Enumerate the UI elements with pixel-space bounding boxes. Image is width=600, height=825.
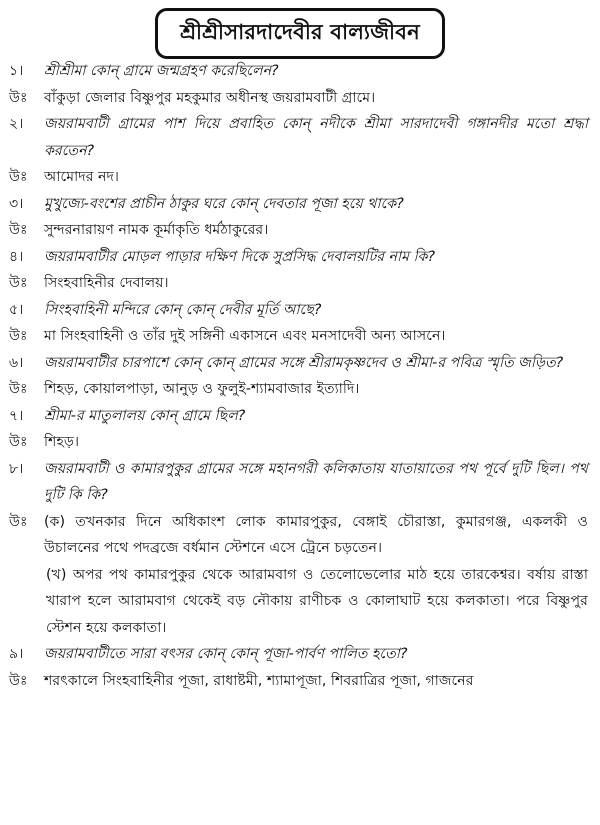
question-number: ৮। [9,460,24,477]
answer-label: উঃ [9,434,28,450]
answer-text: সিংহবাহিনীর দেবালয়। [44,275,169,291]
answer-row [0,668,600,695]
answer-text: শিহড়, কোয়ালপাড়া, আনুড় ও ফুলুই-শ্যামবাজার ইত্যাদি। [44,381,360,397]
answer-text: বাঁকুড়া জেলার বিষ্ণুপুর মহকুমার অধীনস্থ জয়রামবাটী গ্রামে। [44,89,376,106]
answer-text: শিহড়। [44,434,80,450]
question-row [0,297,600,324]
answer-text: শরৎকালে সিংহবাহিনীর পূজা, রাধাষ্টমী, শ্যামাপূজা, শিবরাত্রির পূজা, গাজনের [44,672,474,689]
question-row [0,58,600,85]
question-text: জয়রামবাটী ও কামারপুকুর গ্রামের সঙ্গে মহানগরী কলিকাতায় যাতায়াতের পথ পূর্বে দুটি ছিল। পথ দুটি কি কি? [44,460,588,503]
question-row [0,191,600,218]
answer-row [0,376,600,403]
answer-label: উঃ [9,672,28,689]
answer-text: (খ) অপর পথ কামারপুকুর থেকে আরামবাগ ও তেলোভেলোর মাঠ হয়ে তারকেশ্বর। বর্ষায় রাস্তা খারাপ হলে আরামবাগ থেকেই বড় নৌকায় রাণীচক ও কোলাঘাট হয়ে কলকাতা। পরে বিষ্ণুপুর স্টেশন হয়ে কলকাতা। [46,566,588,636]
question-number: ৬। [9,354,24,371]
answer-text: সুন্দরনারায়ণ নামক কূর্মাকৃতি ধর্মঠাকুরের। [44,222,269,238]
title-area [0,0,600,54]
question-row [0,244,600,271]
question-text: মুখুজ্যে-বংশের প্রাচীন ঠাকুর ঘরে কোন্ দেবতার পূজা হয়ে থাকে? [44,195,404,212]
answer-row [0,217,600,244]
question-number: ৩। [9,195,24,212]
question-row [0,403,600,430]
answer-label: উঃ [9,275,28,291]
question-number: ২। [9,116,24,132]
question-number: ৭। [9,407,24,424]
question-number: ১। [9,63,24,79]
question-number: ৪। [9,248,24,265]
question-text: শ্রীশ্রীমা কোন্ গ্রামে জন্মগ্রহণ করেছিলেন? [44,63,279,79]
question-row [0,111,600,164]
page-title: শ্রীশ্রীসারদাদেবীর বাল্যজীবন [155,8,445,59]
question-text: জয়রামবাটী গ্রামের পাশ দিয়ে প্রবাহিত কোন্ নদীকে শ্রীমা সারদাদেবী গঙ্গানদীর মতো শ্রদ্ধা করতেন? [44,116,588,159]
question-text: জয়রামবাটীতে সারা বৎসর কোন্ কোন্ পূজা-পার্বণ পালিত হতো? [44,646,408,662]
answer-text: আমোদর নদ। [44,169,120,185]
answer-row [0,429,600,456]
answer-label: উঃ [9,513,28,530]
answer-row [0,509,600,562]
question-text: জয়রামবাটীর চারপাশে কোন্ কোন্ গ্রামের সঙ্গে শ্রীরামকৃষ্ণদেব ও শ্রীমা-র পবিত্র স্মৃতি জড়িত? [44,354,564,371]
answer-label: উঃ [9,169,28,185]
answer-text: মা সিংহবাহিনী ও তাঁর দুই সঙ্গিনী একাসনে এবং মনসাদেবী অন্য আসনে। [44,328,446,344]
answer-text: (ক) তখনকার দিনে অধিকাংশ লোক কামারপুকুর, বেঙ্গাই চৌরাস্তা, কুমারগঞ্জ, একলকী ও উচালনের পথে পদব্রজে বর্ধমান স্টেশনে এসে ট্রেনে চড়তেন। [44,513,588,556]
question-text: জয়রামবাটীর মোড়ল পাড়ার দক্ষিণ দিকে সুপ্রসিদ্ধ দেবালয়টির নাম কি? [44,248,436,265]
question-row [0,456,600,509]
question-row [0,350,600,377]
answer-label: উঃ [9,381,28,397]
qa-list [0,58,600,694]
question-row [0,641,600,668]
answer-row [0,323,600,350]
answer-label: উঃ [9,328,28,344]
question-number: ৫। [9,301,24,318]
answer-row [0,164,600,191]
question-text: শ্রীমা-র মাতুলালয় কোন্ গ্রামে ছিল? [44,407,246,424]
answer-label: উঃ [9,222,28,238]
answer-row [0,85,600,112]
answer-row [0,562,600,642]
question-number: ৯। [9,646,24,662]
answer-label: উঃ [9,89,28,106]
answer-row [0,270,600,297]
question-text: সিংহবাহিনী মন্দিরে কোন্ কোন্ দেবীর মূর্তি আছে? [44,301,322,318]
